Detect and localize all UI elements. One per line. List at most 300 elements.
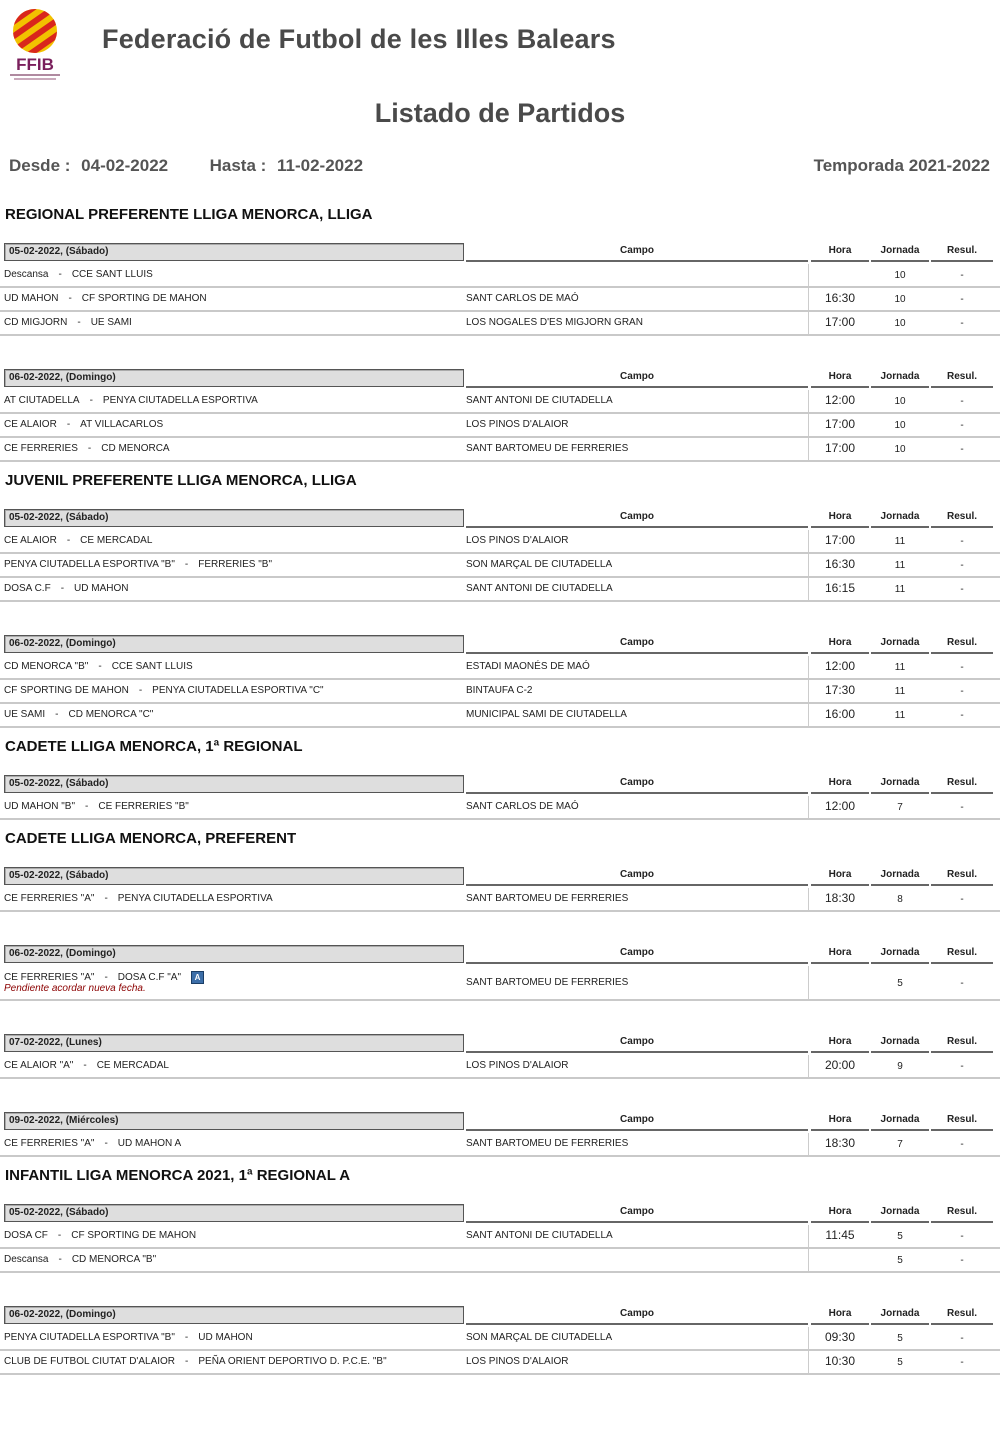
team-separator: - <box>83 1060 87 1071</box>
away-team: UD MAHON A <box>117 1138 182 1149</box>
match-jornada: 11 <box>894 710 906 721</box>
match-result: - <box>960 560 964 571</box>
column-resul: Resul. <box>931 774 993 794</box>
match-row <box>0 390 1000 414</box>
match-list <box>0 196 1000 1375</box>
home-team: UD MAHON <box>4 293 59 304</box>
match-jornada: 5 <box>897 1255 903 1266</box>
matchday-header <box>0 1111 1000 1133</box>
column-divider <box>808 1351 809 1373</box>
match-hora: 17:00 <box>824 315 856 329</box>
match-teams <box>4 1356 387 1367</box>
match-result: - <box>960 396 964 407</box>
matchday-header <box>0 944 1000 966</box>
matchday-header <box>0 368 1000 390</box>
away-team: CE MERCADAL <box>80 535 153 546</box>
away-team: CD MENORCA <box>101 443 170 454</box>
match-hora: 16:00 <box>824 707 856 721</box>
column-divider <box>808 264 809 286</box>
match-campo: SANT BARTOMEU DE FERRERIES <box>466 977 629 988</box>
column-divider <box>808 1055 809 1077</box>
matchday-block <box>0 1111 1000 1157</box>
matchday-header <box>0 508 1000 530</box>
matchday-block <box>0 866 1000 912</box>
match-row <box>0 1055 1000 1079</box>
matchday-block <box>0 774 1000 820</box>
page-header <box>0 0 1000 90</box>
match-hora: 16:15 <box>824 581 856 595</box>
match-row <box>0 888 1000 912</box>
match-teams <box>4 535 152 546</box>
column-divider <box>808 1225 809 1247</box>
match-result: - <box>960 294 964 305</box>
column-resul: Resul. <box>931 508 993 528</box>
match-row <box>0 1133 1000 1157</box>
team-separator: - <box>58 269 62 280</box>
home-team: AT CIUTADELLA <box>4 395 80 406</box>
desde-value: 04-02-2022 <box>81 156 169 175</box>
match-teams <box>4 1230 196 1241</box>
match-teams <box>4 419 163 430</box>
column-hora: Hora <box>811 508 869 528</box>
column-campo: Campo <box>466 242 808 262</box>
match-result: - <box>960 1061 964 1072</box>
match-hora: 12:00 <box>824 659 856 673</box>
matchday-date: 05-02-2022, (Sábado) <box>4 1204 464 1222</box>
away-team: PENYA CIUTADELLA ESPORTIVA <box>117 893 273 904</box>
match-campo: SANT ANTONI DE CIUTADELLA <box>466 395 613 406</box>
away-team: PENYA CIUTADELLA ESPORTIVA "C" <box>152 685 324 696</box>
column-hora: Hora <box>811 1305 869 1325</box>
match-jornada: 5 <box>897 1357 903 1368</box>
match-campo: SON MARÇAL DE CIUTADELLA <box>466 1332 613 1343</box>
hasta-label: Hasta : <box>209 156 267 175</box>
competition-title: INFANTIL LIGA MENORCA 2021, 1ª REGIONAL A <box>5 1167 351 1184</box>
match-result: - <box>960 318 964 329</box>
match-result: - <box>960 710 964 721</box>
match-result: - <box>960 686 964 697</box>
away-team: CF SPORTING DE MAHON <box>71 1230 197 1241</box>
org-title: Federació de Futbol de les Illes Balears <box>102 24 616 54</box>
match-jornada: 5 <box>897 1333 903 1344</box>
matchday-block <box>0 508 1000 602</box>
team-separator: - <box>66 419 71 430</box>
matchday-header <box>0 866 1000 888</box>
match-jornada: 11 <box>894 584 906 595</box>
match-row <box>0 704 1000 728</box>
team-separator: - <box>184 559 189 570</box>
match-result: - <box>960 270 964 281</box>
matchday-date: 05-02-2022, (Sábado) <box>4 243 464 261</box>
match-row <box>0 1225 1000 1249</box>
column-jornada: Jornada <box>871 944 929 964</box>
svg-text:FFIB: FFIB <box>16 55 54 74</box>
column-resul: Resul. <box>931 1305 993 1325</box>
away-team: FERRERIES "B" <box>198 559 272 570</box>
column-jornada: Jornada <box>871 774 929 794</box>
home-team: UE SAMI <box>4 709 46 720</box>
match-hora: 16:30 <box>824 291 856 305</box>
match-campo: SANT CARLOS DE MAÓ <box>466 801 579 812</box>
match-hora: 18:30 <box>824 891 856 905</box>
home-team: PENYA CIUTADELLA ESPORTIVA "B" <box>4 559 175 570</box>
home-team: Descansa <box>4 1254 49 1265</box>
column-divider <box>808 1327 809 1349</box>
column-campo: Campo <box>466 1111 808 1131</box>
column-campo: Campo <box>466 508 808 528</box>
matchday-date: 09-02-2022, (Miércoles) <box>4 1112 464 1130</box>
team-separator: - <box>85 801 89 812</box>
column-campo: Campo <box>466 774 808 794</box>
match-jornada: 10 <box>894 318 906 329</box>
matchday-header <box>0 1203 1000 1225</box>
column-campo: Campo <box>466 634 808 654</box>
match-campo: ESTADI MAONÉS DE MAÓ <box>466 661 590 672</box>
match-row <box>0 578 1000 602</box>
match-campo: MUNICIPAL SAMI DE CIUTADELLA <box>466 709 627 720</box>
match-teams <box>4 1332 253 1343</box>
home-team: CE FERRERIES "A" <box>4 1138 95 1149</box>
match-campo: LOS PINOS D'ALAIOR <box>466 1060 569 1071</box>
away-team: CD MENORCA "B" <box>71 1254 157 1265</box>
match-campo: SON MARÇAL DE CIUTADELLA <box>466 559 613 570</box>
column-jornada: Jornada <box>871 634 929 654</box>
match-campo: SANT BARTOMEU DE FERRERIES <box>466 893 629 904</box>
matchday-header <box>0 634 1000 656</box>
column-jornada: Jornada <box>871 866 929 886</box>
column-resul: Resul. <box>931 1033 993 1053</box>
column-campo: Campo <box>466 1305 808 1325</box>
column-resul: Resul. <box>931 634 993 654</box>
home-team: CD MENORCA "B" <box>4 661 89 672</box>
match-hora: 12:00 <box>824 799 856 813</box>
team-separator: - <box>57 1230 62 1241</box>
match-row <box>0 554 1000 578</box>
match-teams <box>4 395 258 406</box>
away-team: DOSA C.F "A" <box>117 972 182 984</box>
match-jornada: 10 <box>894 396 906 407</box>
home-team: UD MAHON "B" <box>4 801 75 812</box>
away-team: CD MENORCA "C" <box>68 709 154 720</box>
matchday-block <box>0 368 1000 462</box>
match-result: - <box>960 444 964 455</box>
matchday-date: 05-02-2022, (Sábado) <box>4 775 464 793</box>
away-team: CE FERRERIES "B" <box>98 801 189 812</box>
away-team: UE SAMI <box>90 317 132 328</box>
team-separator: - <box>104 972 108 984</box>
column-hora: Hora <box>811 1111 869 1131</box>
column-divider <box>808 680 809 702</box>
match-hora: 16:30 <box>824 557 856 571</box>
matchday-header <box>0 1033 1000 1055</box>
column-jornada: Jornada <box>871 242 929 262</box>
team-separator: - <box>77 317 81 328</box>
column-hora: Hora <box>811 774 869 794</box>
column-resul: Resul. <box>931 368 993 388</box>
ffib-logo <box>4 6 66 86</box>
column-divider <box>808 288 809 310</box>
match-campo: LOS PINOS D'ALAIOR <box>466 419 569 430</box>
column-hora: Hora <box>811 1203 869 1223</box>
match-teams <box>4 269 153 280</box>
match-campo: SANT CARLOS DE MAÓ <box>466 293 579 304</box>
match-row <box>0 1327 1000 1351</box>
away-team: PENYA CIUTADELLA ESPORTIVA <box>102 395 258 406</box>
column-resul: Resul. <box>931 944 993 964</box>
match-teams <box>4 801 189 812</box>
match-jornada: 11 <box>894 560 906 571</box>
matchday-header <box>0 774 1000 796</box>
team-separator: - <box>55 709 59 720</box>
away-team: UD MAHON <box>198 1332 253 1343</box>
match-result: - <box>960 1231 964 1242</box>
team-separator: - <box>104 893 108 904</box>
match-result: - <box>960 536 964 547</box>
match-result: - <box>960 978 964 989</box>
column-hora: Hora <box>811 368 869 388</box>
home-team: Descansa <box>4 269 49 280</box>
match-row <box>0 312 1000 336</box>
column-campo: Campo <box>466 368 808 388</box>
column-jornada: Jornada <box>871 1305 929 1325</box>
competition-title: JUVENIL PREFERENTE LLIGA MENORCA, LLIGA <box>5 472 357 489</box>
matchday-block <box>0 944 1000 1001</box>
match-result: - <box>960 1333 964 1344</box>
column-divider <box>808 1133 809 1155</box>
match-campo: SANT BARTOMEU DE FERRERIES <box>466 443 629 454</box>
match-jornada: 11 <box>894 686 906 697</box>
match-hora: 11:45 <box>825 1228 855 1242</box>
matchday-header <box>0 242 1000 264</box>
match-result: - <box>960 802 964 813</box>
match-hora: 17:00 <box>824 533 856 547</box>
column-hora: Hora <box>811 866 869 886</box>
match-row <box>0 796 1000 820</box>
match-note: Pendiente acordar nueva fecha. <box>4 983 146 994</box>
column-jornada: Jornada <box>871 508 929 528</box>
match-campo: LOS PINOS D'ALAIOR <box>466 1356 569 1367</box>
column-campo: Campo <box>466 1033 808 1053</box>
home-team: CD MIGJORN <box>4 317 68 328</box>
matchday-date: 05-02-2022, (Sábado) <box>4 509 464 527</box>
team-separator: - <box>66 535 71 546</box>
away-team: CE MERCADAL <box>96 1060 169 1071</box>
match-jornada: 5 <box>897 978 903 989</box>
competition-title: CADETE LLIGA MENORCA, PREFERENT <box>5 830 297 847</box>
matchday-block <box>0 1033 1000 1079</box>
home-team: CE FERRERIES "A" <box>4 972 95 984</box>
home-team: CE ALAIOR <box>4 419 57 430</box>
column-jornada: Jornada <box>871 1033 929 1053</box>
team-separator: - <box>60 583 65 594</box>
home-team: CE FERRERIES <box>4 443 78 454</box>
date-range <box>9 156 369 176</box>
match-row <box>0 288 1000 312</box>
competition-title: CADETE LLIGA MENORCA, 1ª REGIONAL <box>5 738 303 755</box>
matchday-date: 07-02-2022, (Lunes) <box>4 1034 464 1052</box>
matchday-date: 06-02-2022, (Domingo) <box>4 369 464 387</box>
column-divider <box>808 966 809 999</box>
match-hora: 17:00 <box>824 441 856 455</box>
team-separator: - <box>98 661 102 672</box>
column-jornada: Jornada <box>871 368 929 388</box>
matchday-date: 06-02-2022, (Domingo) <box>4 635 464 653</box>
match-campo: SANT ANTONI DE CIUTADELLA <box>466 1230 613 1241</box>
away-team: UD MAHON <box>74 583 129 594</box>
match-hora: 12:00 <box>824 393 856 407</box>
column-jornada: Jornada <box>871 1111 929 1131</box>
home-team: CE ALAIOR <box>4 535 57 546</box>
team-separator: - <box>184 1332 189 1343</box>
column-jornada: Jornada <box>871 1203 929 1223</box>
match-row <box>0 414 1000 438</box>
match-teams <box>4 583 128 594</box>
column-divider <box>808 704 809 726</box>
match-campo: LOS NOGALES D'ES MIGJORN GRAN <box>466 317 643 328</box>
match-row <box>0 656 1000 680</box>
match-row <box>0 1351 1000 1375</box>
matchday-block <box>0 242 1000 336</box>
match-jornada: 8 <box>897 894 903 905</box>
match-teams <box>4 317 132 328</box>
match-campo: LOS PINOS D'ALAIOR <box>466 535 569 546</box>
match-teams <box>4 559 272 570</box>
column-campo: Campo <box>466 944 808 964</box>
column-divider <box>808 530 809 552</box>
away-team: AT VILLACARLOS <box>80 419 164 430</box>
column-divider <box>808 578 809 600</box>
match-result: - <box>960 1255 964 1266</box>
column-resul: Resul. <box>931 1111 993 1131</box>
match-teams <box>4 1138 181 1149</box>
column-divider <box>808 1249 809 1271</box>
match-result: - <box>960 1139 964 1150</box>
column-divider <box>808 438 809 460</box>
column-campo: Campo <box>466 866 808 886</box>
matchday-date: 06-02-2022, (Domingo) <box>4 945 464 963</box>
column-divider <box>808 554 809 576</box>
match-row <box>0 680 1000 704</box>
column-resul: Resul. <box>931 242 993 262</box>
match-teams <box>4 661 193 672</box>
match-jornada: 11 <box>894 662 906 673</box>
column-campo: Campo <box>466 1203 808 1223</box>
match-row <box>0 1249 1000 1273</box>
column-divider <box>808 414 809 436</box>
match-teams <box>4 709 153 720</box>
away-team: CF SPORTING DE MAHON <box>81 293 207 304</box>
column-resul: Resul. <box>931 1203 993 1223</box>
match-result: - <box>960 662 964 673</box>
team-separator: - <box>104 1138 108 1149</box>
competition-title: REGIONAL PREFERENTE LLIGA MENORCA, LLIGA <box>5 206 373 223</box>
home-team: CF SPORTING DE MAHON <box>4 685 129 696</box>
match-hora: 10:30 <box>824 1354 856 1368</box>
page-title: Listado de Partidos <box>374 98 626 128</box>
team-separator: - <box>138 685 143 696</box>
desde-label: Desde : <box>9 156 71 175</box>
home-team: CLUB DE FUTBOL CIUTAT D'ALAIOR <box>4 1356 176 1367</box>
home-team: DOSA C.F <box>4 583 51 594</box>
away-team: PEÑA ORIENT DEPORTIVO D. P.C.E. "B" <box>198 1356 387 1367</box>
home-team: DOSA CF <box>4 1230 48 1241</box>
matchday-block <box>0 634 1000 728</box>
match-teams <box>4 1254 156 1265</box>
match-hora: 20:00 <box>824 1058 856 1072</box>
home-team: PENYA CIUTADELLA ESPORTIVA "B" <box>4 1332 175 1343</box>
match-row <box>0 264 1000 288</box>
column-hora: Hora <box>811 242 869 262</box>
column-hora: Hora <box>811 634 869 654</box>
match-jornada: 10 <box>894 420 906 431</box>
match-campo: SANT BARTOMEU DE FERRERIES <box>466 1138 629 1149</box>
match-teams <box>4 685 324 696</box>
match-hora: 09:30 <box>824 1330 856 1344</box>
match-jornada: 10 <box>894 270 906 281</box>
match-teams <box>4 893 273 904</box>
home-team: CE ALAIOR "A" <box>4 1060 74 1071</box>
match-hora: 17:30 <box>824 683 856 697</box>
info-flag-icon[interactable]: A <box>191 971 204 984</box>
match-teams <box>4 1060 169 1071</box>
match-row <box>0 530 1000 554</box>
matchday-header <box>0 1305 1000 1327</box>
column-divider <box>808 312 809 334</box>
season-label: Temporada 2021-2022 <box>813 156 990 175</box>
column-hora: Hora <box>811 944 869 964</box>
match-hora: 17:00 <box>824 417 856 431</box>
team-separator: - <box>68 293 72 304</box>
matchday-block <box>0 1203 1000 1273</box>
match-jornada: 10 <box>894 444 906 455</box>
match-jornada: 7 <box>897 1139 903 1150</box>
matchday-date: 05-02-2022, (Sábado) <box>4 867 464 885</box>
team-separator: - <box>87 443 92 454</box>
home-team: CE FERRERIES "A" <box>4 893 95 904</box>
column-resul: Resul. <box>931 866 993 886</box>
match-result: - <box>960 894 964 905</box>
match-teams <box>4 293 207 304</box>
away-team: CCE SANT LLUIS <box>71 269 153 280</box>
column-divider <box>808 390 809 412</box>
match-result: - <box>960 420 964 431</box>
match-campo: SANT ANTONI DE CIUTADELLA <box>466 583 613 594</box>
match-teams <box>4 443 170 454</box>
match-jornada: 10 <box>894 294 906 305</box>
team-separator: - <box>89 395 93 406</box>
matchday-block <box>0 1305 1000 1375</box>
match-hora: 18:30 <box>824 1136 856 1150</box>
away-team: CCE SANT LLUIS <box>111 661 193 672</box>
match-campo: BINTAUFA C-2 <box>466 685 533 696</box>
column-hora: Hora <box>811 1033 869 1053</box>
match-jornada: 5 <box>897 1231 903 1242</box>
match-jornada: 9 <box>897 1061 903 1072</box>
column-divider <box>808 656 809 678</box>
column-divider <box>808 888 809 910</box>
match-jornada: 11 <box>894 536 906 547</box>
team-separator: - <box>58 1254 62 1265</box>
match-row <box>0 966 1000 1001</box>
team-separator: - <box>185 1356 189 1367</box>
matchday-date: 06-02-2022, (Domingo) <box>4 1306 464 1324</box>
column-divider <box>808 796 809 818</box>
match-jornada: 7 <box>897 802 903 813</box>
match-result: - <box>960 584 964 595</box>
match-result: - <box>960 1357 964 1368</box>
match-row <box>0 438 1000 462</box>
hasta-value: 11-02-2022 <box>277 156 364 175</box>
